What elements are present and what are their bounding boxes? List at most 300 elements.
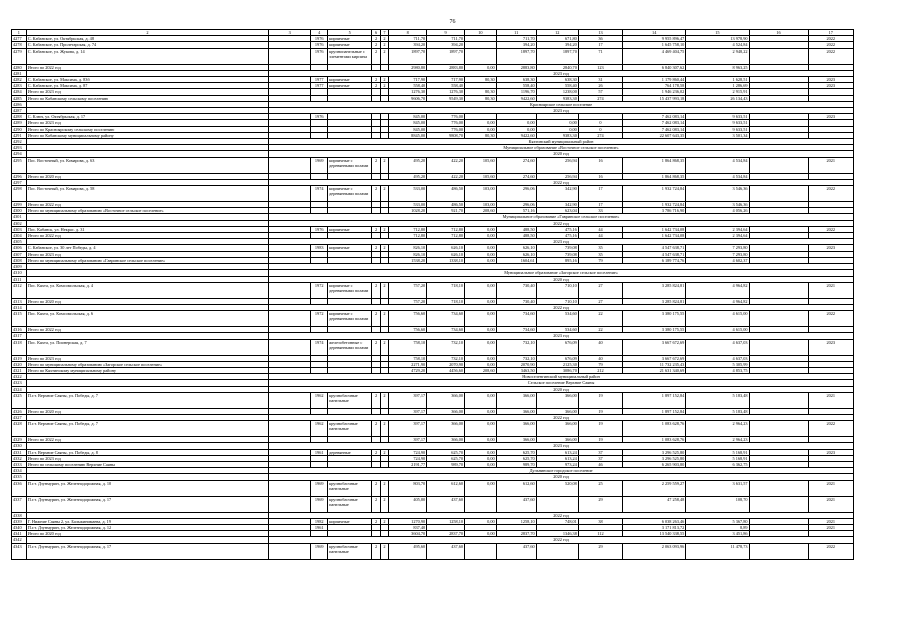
row-number-cell: 4286 bbox=[12, 101, 27, 107]
table-cell: Пос. Кяхта, ул. Комсомольская, д. 6 bbox=[26, 311, 268, 327]
table-cell: П.г.т. Дзунмурин, ул. Железнодорожная, д. 17 bbox=[26, 543, 268, 559]
table-cell bbox=[749, 282, 808, 298]
table-cell: 366,00 bbox=[496, 392, 536, 408]
row-number-cell: 4314 bbox=[12, 304, 27, 310]
table-cell bbox=[465, 48, 497, 64]
table-cell: 2 bbox=[372, 480, 380, 496]
table-cell: 710,10 bbox=[536, 298, 578, 304]
table-cell: 2 bbox=[380, 543, 388, 559]
table-cell: 803,70 bbox=[389, 480, 427, 496]
table-cell: 1 286,69 bbox=[686, 83, 749, 89]
table-cell: С. Ключ, ул. Октябрьская, д. 17 bbox=[26, 114, 268, 120]
table-cell: 712,80 bbox=[427, 233, 465, 239]
table-cell: 2 bbox=[380, 480, 388, 496]
table-cell: 1 946 236,02 bbox=[623, 89, 686, 95]
column-header: 12 bbox=[536, 30, 578, 36]
table-cell: 1972 bbox=[311, 282, 328, 298]
table-cell: 734,60 bbox=[427, 327, 465, 333]
table-cell: 2125,30 bbox=[536, 361, 578, 367]
row-number-cell: 4281 bbox=[12, 70, 27, 76]
table-cell: 638,30 bbox=[496, 77, 536, 83]
table-cell: 44 bbox=[578, 233, 622, 239]
table-cell: 4 469 404,75 bbox=[623, 48, 686, 64]
table-cell: 1238,00 bbox=[536, 89, 578, 95]
section-title-cell: 2022 год bbox=[269, 537, 854, 543]
table-cell: 1976 bbox=[311, 42, 328, 48]
table-cell bbox=[465, 543, 497, 559]
table-cell: 0,00 bbox=[496, 120, 536, 126]
row-number-cell: 4330 bbox=[12, 443, 27, 449]
column-header: 16 bbox=[749, 30, 808, 36]
table-cell: 488,50 bbox=[496, 226, 536, 232]
table-cell: 0,00 bbox=[465, 311, 497, 327]
table-cell: 1974 bbox=[311, 186, 328, 202]
table-cell: 112 bbox=[578, 531, 622, 537]
table-cell: 5 183,48 bbox=[686, 408, 749, 414]
table-cell: кирпичные bbox=[328, 83, 372, 89]
table-row bbox=[12, 339, 854, 355]
table-cell: 0,00 bbox=[465, 421, 497, 437]
row-number-cell: 4323 bbox=[12, 380, 27, 386]
table-cell: 2 bbox=[380, 311, 388, 327]
section-title-cell: 2022 год bbox=[269, 220, 854, 226]
table-cell: 4319 bbox=[12, 355, 27, 361]
table-cell: 495,20 bbox=[389, 173, 427, 179]
table-cell: 6 265 903,80 bbox=[623, 461, 686, 467]
table-cell: 2 bbox=[372, 245, 380, 251]
table-cell: 26 bbox=[578, 83, 622, 89]
table-cell: 38 bbox=[578, 518, 622, 524]
table-cell: 2883,80 bbox=[427, 64, 465, 70]
table-cell: П.г.т. Верхние Саяны, ул. Победы, д. 8 bbox=[26, 449, 268, 455]
table-cell: 3 451,86 bbox=[686, 531, 749, 537]
table-cell: 9606,70 bbox=[389, 95, 427, 101]
table-cell: 4328 bbox=[12, 421, 27, 437]
table-cell: 4 547 638,71 bbox=[623, 245, 686, 251]
table-cell: 1276,30 bbox=[427, 89, 465, 95]
table-cell: 1982 bbox=[311, 518, 328, 524]
table-cell: 2070,90 bbox=[427, 361, 465, 367]
table-cell: 717,90 bbox=[389, 77, 427, 83]
table-cell: кирпичные bbox=[328, 245, 372, 251]
section-title-cell: 2022 год bbox=[269, 414, 854, 420]
table-cell: 756,60 bbox=[389, 311, 427, 327]
table-cell bbox=[749, 157, 808, 173]
table-cell: 4326 bbox=[12, 408, 27, 414]
table-cell bbox=[536, 543, 578, 559]
table-cell: П.г.т. Верхние Саяны, ул. Победы, д. 7 bbox=[26, 421, 268, 437]
table-cell: 2 bbox=[372, 518, 380, 524]
table-cell bbox=[749, 496, 808, 512]
table-cell: 2 bbox=[372, 543, 380, 559]
table-cell: П.г.т. Верхние Саяны, ул. Победы, д. 7 bbox=[26, 392, 268, 408]
row-number-cell: 4301 bbox=[12, 214, 27, 220]
table-cell: 4 637,03 bbox=[686, 339, 749, 355]
table-cell: 4 056,26 bbox=[686, 208, 749, 214]
table-cell: 8845,00 bbox=[389, 132, 427, 138]
table-cell: 366,00 bbox=[427, 408, 465, 414]
table-cell: 2023 bbox=[808, 449, 853, 455]
table-cell: С. Кабанское, ул. Максима, д. 87 bbox=[26, 83, 268, 89]
table-cell: 397,17 bbox=[389, 408, 427, 414]
table-cell: 626,10 bbox=[496, 251, 536, 257]
table-cell bbox=[269, 392, 311, 408]
table-cell: Итого по муниципальному образованию «Гавринское сельское поселение» bbox=[26, 257, 268, 263]
table-cell: 671,80 bbox=[536, 36, 578, 42]
row-number-cell: 4334 bbox=[12, 468, 27, 474]
table-cell: 757,20 bbox=[389, 298, 427, 304]
table-cell: 437,60 bbox=[496, 496, 536, 512]
table-cell: 837,40 bbox=[389, 524, 427, 530]
table-cell: 397,17 bbox=[389, 392, 427, 408]
table-cell: 2883,80 bbox=[496, 64, 536, 70]
table-cell: 0,00 bbox=[465, 251, 497, 257]
table-cell: 1976 bbox=[311, 48, 328, 64]
table-cell: 711,70 bbox=[496, 36, 536, 42]
table-cell: 366,00 bbox=[427, 392, 465, 408]
table-cell: 739,08 bbox=[536, 251, 578, 257]
table-cell: 533,00 bbox=[389, 202, 427, 208]
column-header: 3 bbox=[269, 30, 311, 36]
table-cell: 921,70 bbox=[427, 208, 465, 214]
table-cell: 2021 bbox=[808, 496, 853, 512]
table-cell: 625,70 bbox=[427, 449, 465, 455]
table-cell: 0,00 bbox=[496, 126, 536, 132]
table-cell: 1969 bbox=[311, 157, 328, 173]
table-cell: 2 bbox=[380, 157, 388, 173]
table-cell: 730,40 bbox=[496, 282, 536, 298]
table-cell: 4290 bbox=[12, 126, 27, 132]
table-cell: 1338,10 bbox=[427, 257, 465, 263]
table-cell: 0,00 bbox=[465, 480, 497, 496]
table-cell: 2021 bbox=[808, 518, 853, 524]
table-cell: Итого по Кабанскому муниципальному району bbox=[26, 132, 268, 138]
table-cell: 973,24 bbox=[536, 461, 578, 467]
table-cell: 4299 bbox=[12, 202, 27, 208]
table-cell: 2 bbox=[380, 226, 388, 232]
table-cell: 3 631,57 bbox=[686, 480, 749, 496]
table-cell: Итого по 2022 год bbox=[26, 437, 268, 443]
table-cell: 2022 bbox=[808, 311, 853, 327]
table-cell: 2023 bbox=[808, 114, 853, 120]
table-cell: 2191,77 bbox=[389, 461, 427, 467]
table-cell: Пос. Кяхта, ул. Комсомольская, д. 4 bbox=[26, 282, 268, 298]
table-cell: 4343 bbox=[12, 543, 27, 559]
table-cell: 2 bbox=[380, 77, 388, 83]
table-cell: 1961 bbox=[311, 449, 328, 455]
table-cell: 16 bbox=[578, 157, 622, 173]
row-number-cell: 4327 bbox=[12, 414, 27, 420]
table-cell: 2 bbox=[372, 42, 380, 48]
table-cell: кирпичные с деревянными полами bbox=[328, 157, 372, 173]
column-header: 13 bbox=[578, 30, 622, 36]
table-cell: 0,00 bbox=[465, 455, 497, 461]
table-cell bbox=[269, 339, 311, 355]
table-cell: 422,20 bbox=[427, 157, 465, 173]
row-number-cell: 4293 bbox=[12, 145, 27, 151]
table-cell: 342,90 bbox=[536, 186, 578, 202]
table-cell: 558,40 bbox=[427, 83, 465, 89]
row-number-cell: 4292 bbox=[12, 139, 27, 145]
table-cell: 2022 bbox=[808, 421, 853, 437]
table-cell: 1976 bbox=[311, 226, 328, 232]
table-cell: 676,09 bbox=[536, 339, 578, 355]
table-cell: 625,70 bbox=[496, 455, 536, 461]
table-cell: 9422,60 bbox=[496, 95, 536, 101]
table-cell: 4320 bbox=[12, 361, 27, 367]
table-cell: 2 bbox=[372, 311, 380, 327]
row-number-cell: 4317 bbox=[12, 333, 27, 339]
table-cell: 29 bbox=[578, 543, 622, 559]
table-cell: 4298 bbox=[12, 186, 27, 202]
table-cell: 9549,30 bbox=[427, 95, 465, 101]
table-cell: 422,20 bbox=[427, 173, 465, 179]
table-cell: 0,00 bbox=[536, 126, 578, 132]
table-cell: 724,90 bbox=[389, 449, 427, 455]
table-cell: 4321 bbox=[12, 367, 27, 373]
table-cell: 4289 bbox=[12, 120, 27, 126]
table-cell: 3 667 672,69 bbox=[623, 339, 686, 355]
table-cell: 2840,70 bbox=[536, 64, 578, 70]
table-cell: кирпичные bbox=[328, 518, 372, 524]
table-cell: Итого по Кяхтинскому муниципальному району bbox=[26, 367, 268, 373]
table-cell: 989,70 bbox=[427, 461, 465, 467]
table-cell: 0,00 bbox=[465, 437, 497, 443]
table-row bbox=[12, 311, 854, 327]
table-cell: 845,00 bbox=[389, 120, 427, 126]
column-header: 8 bbox=[389, 30, 427, 36]
table-cell: 2 bbox=[372, 496, 380, 512]
table-cell: 9383,30 bbox=[536, 132, 578, 138]
table-cell: 103,00 bbox=[465, 202, 497, 208]
table-cell: 495,20 bbox=[389, 157, 427, 173]
table-cell: 2070,90 bbox=[496, 361, 536, 367]
table-cell: 486,50 bbox=[427, 202, 465, 208]
table-cell: 4 615,00 bbox=[686, 311, 749, 327]
table-cell: 558,40 bbox=[536, 83, 578, 89]
row-number-cell: 4287 bbox=[12, 108, 27, 114]
table-cell: 2 bbox=[380, 186, 388, 202]
section-title-cell: 2023 год bbox=[269, 70, 854, 76]
table-cell: 2 bbox=[372, 36, 380, 42]
table-cell: 2023 bbox=[808, 339, 853, 355]
column-header: 1 bbox=[12, 30, 27, 36]
table-cell: 718,10 bbox=[427, 282, 465, 298]
table-cell: Итого по 2022 год bbox=[26, 202, 268, 208]
table-cell: 3 501,34 bbox=[686, 132, 749, 138]
table-cell: 734,60 bbox=[496, 327, 536, 333]
table-cell: 4296 bbox=[12, 173, 27, 179]
table-cell: 4313 bbox=[12, 298, 27, 304]
table-row bbox=[12, 157, 854, 173]
table-cell: 44 bbox=[578, 226, 622, 232]
table-cell: П.г.т. Дзунмурин, ул. Железнодорожная, д. 12 bbox=[26, 524, 268, 530]
table-cell: 437,60 bbox=[427, 496, 465, 512]
table-cell: 4339 bbox=[12, 518, 27, 524]
table-cell: 4283 bbox=[12, 83, 27, 89]
column-header: 2 bbox=[26, 30, 268, 36]
table-cell: 2 bbox=[372, 77, 380, 83]
table-cell: 80,30 bbox=[465, 89, 497, 95]
table-cell: 1961 bbox=[311, 524, 328, 530]
table-cell: 534,60 bbox=[536, 327, 578, 333]
table-cell: 15 437 993,18 bbox=[623, 95, 686, 101]
table-cell: 21 631 340,69 bbox=[623, 367, 686, 373]
table-cell: 3604,70 bbox=[389, 531, 427, 537]
table-cell: 394,20 bbox=[536, 42, 578, 48]
column-header: 5 bbox=[328, 30, 372, 36]
table-cell: крупноблочные панельные bbox=[328, 480, 372, 496]
table-cell bbox=[749, 186, 808, 202]
table-cell bbox=[749, 392, 808, 408]
table-cell: 2022 bbox=[808, 42, 853, 48]
table-cell: кирпичные с деревянными полами bbox=[328, 186, 372, 202]
table-cell: 2 bbox=[380, 518, 388, 524]
table-cell: 1969 bbox=[311, 496, 328, 512]
table-cell: 9383,30 bbox=[536, 95, 578, 101]
table-cell: 0,00 bbox=[465, 64, 497, 70]
column-header: 4 bbox=[311, 30, 328, 36]
table-cell: кирпичные bbox=[328, 42, 372, 48]
table-cell: 0,00 bbox=[465, 257, 497, 263]
table-cell: 1346,38 bbox=[536, 531, 578, 537]
table-cell: 4 534,84 bbox=[686, 173, 749, 179]
table-cell: крупнопанельные с элементами кирпича bbox=[328, 48, 372, 64]
table-cell: крупноблочные панельные bbox=[328, 392, 372, 408]
table-row bbox=[12, 496, 854, 512]
table-cell: 3 667 672,69 bbox=[623, 355, 686, 361]
column-header: 7 bbox=[380, 30, 388, 36]
table-cell: 47 258,48 bbox=[623, 496, 686, 512]
table-cell: 1976 bbox=[311, 114, 328, 120]
row-number-cell: 4294 bbox=[12, 151, 27, 157]
table-cell: 296,06 bbox=[496, 186, 536, 202]
table-cell: 366,00 bbox=[536, 408, 578, 414]
table-cell: 2023 bbox=[808, 77, 853, 83]
table-cell: 17 bbox=[578, 42, 622, 48]
table-cell: железобетонные с деревянными полами bbox=[328, 339, 372, 355]
table-cell: 1969 bbox=[311, 480, 328, 496]
table-cell: 35 bbox=[578, 245, 622, 251]
table-cell: 397,17 bbox=[389, 421, 427, 437]
table-cell: 2 bbox=[380, 42, 388, 48]
table-cell: 776,00 bbox=[427, 114, 465, 120]
table-cell: 27 bbox=[578, 282, 622, 298]
table-cell: 732,10 bbox=[496, 339, 536, 355]
table-cell: 4318 bbox=[12, 339, 27, 355]
table-cell: 366,00 bbox=[496, 421, 536, 437]
table-cell: 108,70 bbox=[686, 496, 749, 512]
table-cell: 22 bbox=[578, 311, 622, 327]
table-cell bbox=[749, 48, 808, 64]
table-cell: кирпичные bbox=[328, 36, 372, 42]
table-cell: 27 bbox=[578, 298, 622, 304]
table-cell: 6 038 263,46 bbox=[623, 518, 686, 524]
section-title-cell: 2020 год bbox=[269, 151, 854, 157]
section-title-cell: 2020 год bbox=[269, 386, 854, 392]
table-cell: 5 183,48 bbox=[686, 392, 749, 408]
table-cell: 2021 bbox=[808, 282, 853, 298]
table-cell: Итого по 2020 год bbox=[26, 298, 268, 304]
table-cell: 558,40 bbox=[389, 83, 427, 89]
table-cell: 1604,61 bbox=[496, 257, 536, 263]
table-cell: 1977 bbox=[311, 83, 328, 89]
table-cell: 1 897 152,84 bbox=[623, 392, 686, 408]
table-cell: 495,60 bbox=[389, 543, 427, 559]
row-number-cell: 4335 bbox=[12, 474, 27, 480]
table-cell: 4331 bbox=[12, 449, 27, 455]
table-cell bbox=[269, 282, 311, 298]
table-cell: 4307 bbox=[12, 251, 27, 257]
column-header: 15 bbox=[686, 30, 749, 36]
table-cell: кирпичные bbox=[328, 226, 372, 232]
section-title-cell: 2023 год bbox=[269, 239, 854, 245]
table-cell: 3 171 813,72 bbox=[623, 524, 686, 530]
table-cell: 9 955 896,47 bbox=[623, 36, 686, 42]
table-cell: 4336 bbox=[12, 480, 27, 496]
table-cell: Итого по муниципальному образованию «Восточное сельское поселение» bbox=[26, 208, 268, 214]
section-title-cell: 2022 год bbox=[269, 179, 854, 185]
table-cell: 1 864 868,35 bbox=[623, 157, 686, 173]
table-cell: 1977 bbox=[311, 77, 328, 83]
table-cell: 40 bbox=[578, 355, 622, 361]
table-cell: 534,60 bbox=[536, 311, 578, 327]
table-cell: 8,89 bbox=[686, 524, 749, 530]
table-cell: 711,70 bbox=[427, 36, 465, 42]
table-cell: П.г.т. Дзунмурин, ул. Железнодорожная, д. 10 bbox=[26, 480, 268, 496]
table-cell: крупноблочные панельные bbox=[328, 496, 372, 512]
table-cell: 3 380 175,55 bbox=[623, 311, 686, 327]
column-header: 9 bbox=[427, 30, 465, 36]
table-cell: 366,00 bbox=[536, 392, 578, 408]
table-cell: 7 462 083,14 bbox=[623, 126, 686, 132]
table-cell: 2 bbox=[380, 392, 388, 408]
table-cell: 17 bbox=[578, 202, 622, 208]
table-cell bbox=[749, 311, 808, 327]
table-cell: 571,16 bbox=[496, 208, 536, 214]
table-cell: 895,16 bbox=[536, 257, 578, 263]
page-number: 76 bbox=[449, 19, 456, 25]
table-cell: 40 bbox=[578, 339, 622, 355]
table-cell: 7 293,80 bbox=[686, 251, 749, 257]
table-cell: Итого по 2020 год bbox=[26, 173, 268, 179]
table-cell: 0,00 bbox=[536, 120, 578, 126]
table-row bbox=[12, 392, 854, 408]
table-cell: 0,00 bbox=[465, 355, 497, 361]
table-cell: 623,04 bbox=[536, 208, 578, 214]
table-cell: 16 bbox=[578, 173, 622, 179]
table-cell: С. Кабанское, ул. Пролетарская, д. 74 bbox=[26, 42, 268, 48]
table-cell: 4280 bbox=[12, 64, 27, 70]
table-cell: Итого по Кабанскому сельскому поселению bbox=[26, 95, 268, 101]
table-cell: 19 bbox=[578, 437, 622, 443]
table-cell: 4729,20 bbox=[389, 367, 427, 373]
row-number-cell: 4324 bbox=[12, 386, 27, 392]
table-cell: крупноблочные панельные bbox=[328, 543, 372, 559]
table-cell: 2 bbox=[372, 339, 380, 355]
table-cell: 103,00 bbox=[465, 186, 497, 202]
section-title-cell: Кяхтинский муниципальный район bbox=[269, 139, 854, 145]
housing-register-table bbox=[11, 29, 854, 560]
table-cell: 37 bbox=[578, 455, 622, 461]
table-cell: Пос. Восточный, ул. Комарова, д. 63 bbox=[26, 157, 268, 173]
row-number-cell: 4297 bbox=[12, 179, 27, 185]
table-cell: 4 964,82 bbox=[686, 282, 749, 298]
row-number-cell: 4305 bbox=[12, 239, 27, 245]
table-cell: Итого по 2023 год bbox=[26, 89, 268, 95]
table-cell: 2022 bbox=[808, 48, 853, 64]
table-cell: 1028,20 bbox=[389, 208, 427, 214]
